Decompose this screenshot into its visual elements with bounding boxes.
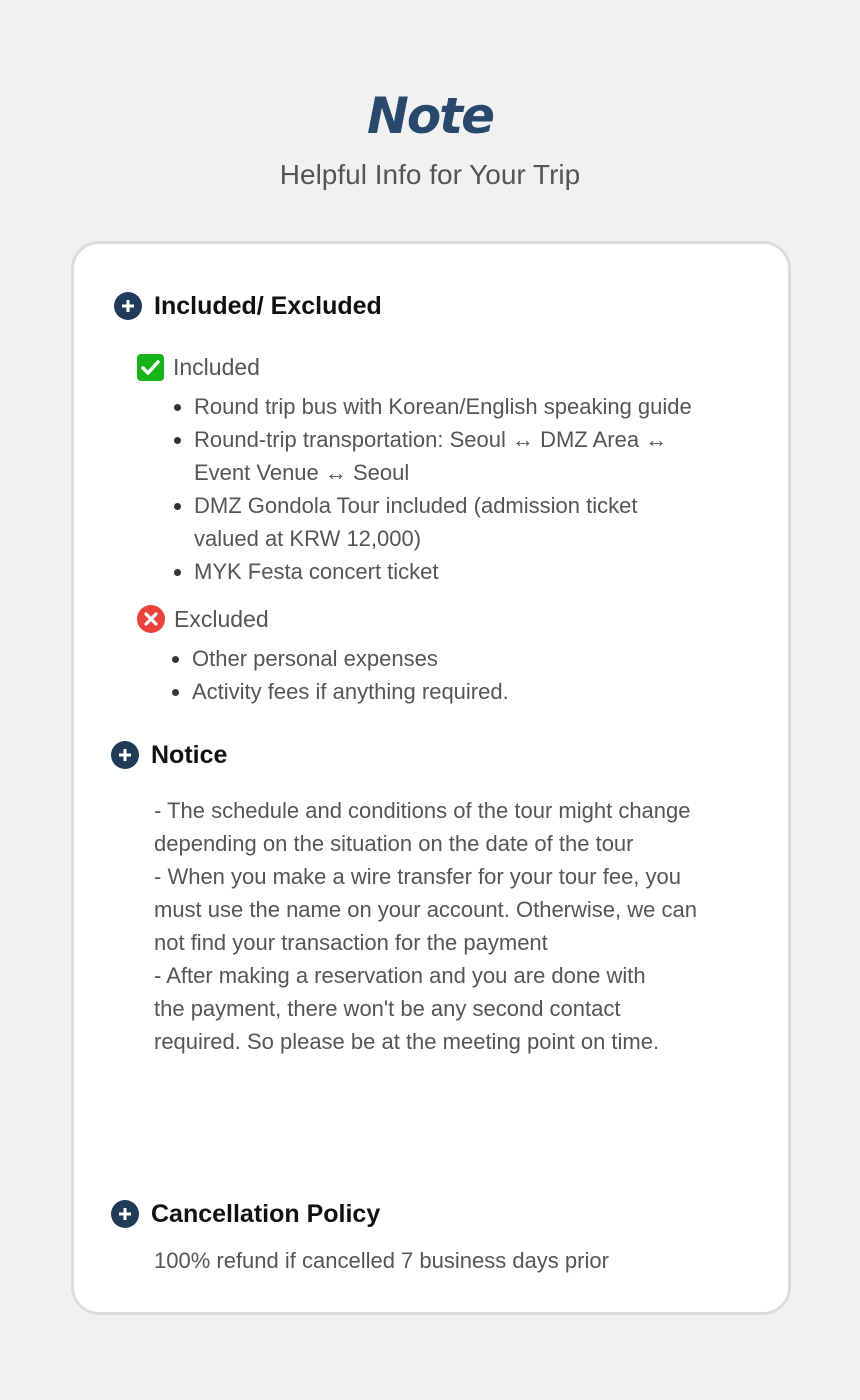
section-title-included-excluded: Included/ Excluded [154, 292, 382, 320]
page-title: Note [366, 87, 493, 145]
notice-paragraph: - After making a reservation and you are done with the payment, there won't be any second contact required. So please be at the meeting point on time. [154, 963, 660, 1054]
section-header-cancellation[interactable] [111, 1198, 380, 1230]
list-item: DMZ Gondola Tour included (admission ticket valued at KRW 12,000) [174, 489, 694, 555]
excluded-label: Excluded [174, 606, 269, 632]
included-list [174, 390, 764, 588]
page-subtitle: Helpful Info for Your Trip [279, 159, 581, 190]
info-card [71, 241, 791, 1315]
section-header-included-excluded[interactable] [114, 290, 382, 322]
excluded-list [172, 642, 762, 708]
excluded-header [137, 604, 269, 634]
list-item: Activity fees if anything required. [172, 675, 762, 708]
included-header [137, 352, 260, 382]
included-label: Included [173, 354, 260, 380]
notice-body [154, 794, 734, 1058]
notice-paragraph: - When you make a wire transfer for your tour fee, you must use the name on your account. Otherwise, we can not find your transaction for the payment [154, 864, 697, 955]
cancellation-policy-text: 100% refund if cancelled 7 business days prior [154, 1248, 609, 1273]
section-header-notice[interactable] [111, 739, 227, 771]
list-item: Round-trip transportation: Seoul ↔ DMZ Area ↔ Event Venue ↔ Seoul [174, 423, 724, 489]
list-item: Other personal expenses [172, 642, 762, 675]
checkbox-icon [137, 354, 164, 381]
plus-icon[interactable] [111, 1200, 139, 1228]
section-title-notice: Notice [151, 741, 228, 769]
notice-paragraph: - The schedule and conditions of the tour might change depending on the situation on the date of the tour [154, 798, 691, 856]
plus-icon[interactable] [111, 741, 139, 769]
list-item: Round trip bus with Korean/English speaking guide [174, 390, 764, 423]
section-title-cancellation: Cancellation Policy [151, 1200, 381, 1228]
plus-icon[interactable] [114, 292, 142, 320]
list-item: MYK Festa concert ticket [174, 555, 764, 588]
x-circle-icon [137, 605, 165, 633]
